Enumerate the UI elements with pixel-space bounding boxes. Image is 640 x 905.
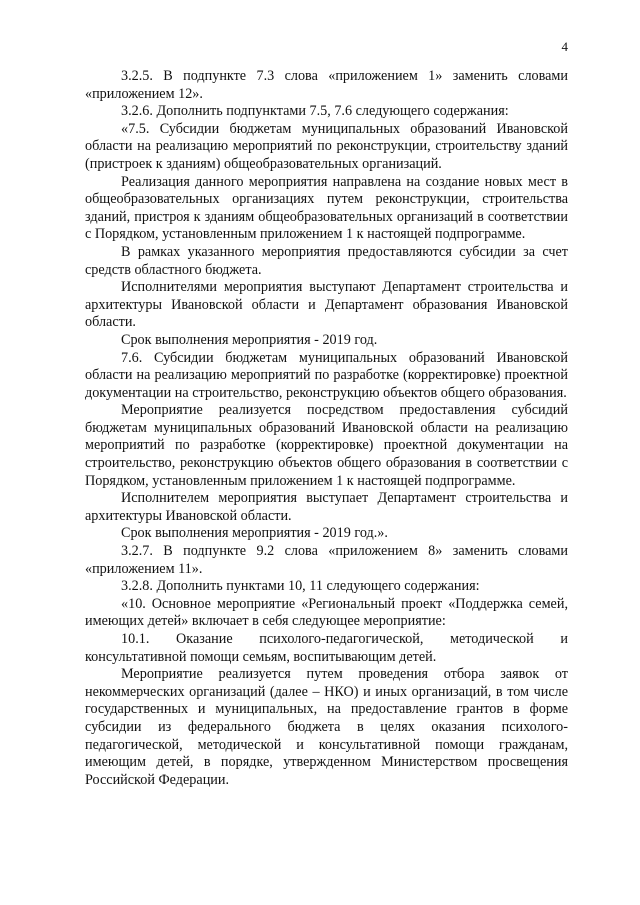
document-body	[85, 68, 568, 789]
paragraph: «7.5. Субсидии бюджетам муниципальных образований Ивановской области на реализацию мероприятий по реконструкции, строительству зданий (пристроек к зданиям) общеобразовательных организаций.	[85, 120, 568, 172]
paragraph: 3.2.5. В подпункте 7.3 слова «приложением 1» заменить словами «приложением 12».	[85, 68, 568, 102]
paragraph: 3.2.8. Дополнить пунктами 10, 11 следующего содержания:	[121, 578, 480, 595]
paragraph: 10.1. Оказание психолого-педагогической, методической и консультативной помощи семьям, воспитывающим детей.	[85, 631, 568, 665]
paragraph: 3.2.6. Дополнить подпунктами 7.5, 7.6 следующего содержания:	[121, 103, 509, 120]
paragraph: Мероприятие реализуется посредством предоставления субсидий бюджетам муниципальных образований Ивановской области на реализацию мероприятий по разработке (корректировке) проектной документации на строительство, реконструкцию объектов общего образования в соответствии с Порядком, установленным приложением 1 к настоящей подпрограмме.	[85, 402, 568, 489]
paragraph: Срок выполнения мероприятия - 2019 год.».	[121, 525, 388, 542]
paragraph: Исполнителем мероприятия выступает Департамент строительства и архитектуры Ивановской области.	[85, 490, 568, 524]
page-number: 4	[561, 39, 568, 54]
paragraph: В рамках указанного мероприятия предоставляются субсидии за счет средств областного бюджета.	[85, 243, 568, 278]
paragraph: Срок выполнения мероприятия - 2019 год.	[121, 331, 378, 348]
paragraph: Реализация данного мероприятия направлена на создание новых мест в общеобразовательных организациях путем реконструкции, строительства зданий, пристроя к зданиям общеобразовательных организаций в соответствии с Порядком, установленным приложением 1 к настоящей подпрограмме.	[85, 173, 568, 243]
paragraph: Исполнителями мероприятия выступают Департамент строительства и архитектуры Ивановской области и Департамент образования Ивановской области.	[85, 279, 568, 331]
paragraph: 7.6. Субсидии бюджетам муниципальных образований Ивановской области на реализацию мероприятий по разработке (корректировке) проектной документации на строительство, реконструкцию объектов общего образования.	[85, 349, 568, 401]
paragraph: Мероприятие реализуется путем проведения отбора заявок от некоммерческих организаций (далее – НКО) и иных организаций, в том числе государственных и муниципальных, на предоставление грантов в форме субсидии из федерального бюджета в целях оказания психолого-педагогической, методической и консультативной помощи гражданам, имеющим детей, в порядке, утвержденном Министерством просвещения Российской Федерации.	[85, 666, 568, 788]
paragraph: «10. Основное мероприятие «Региональный проект «Поддержка семей, имеющих детей» включает в себя следующее мероприятие:	[85, 595, 568, 630]
paragraph: 3.2.7. В подпункте 9.2 слова «приложением 8» заменить словами «приложением 11».	[85, 543, 568, 577]
